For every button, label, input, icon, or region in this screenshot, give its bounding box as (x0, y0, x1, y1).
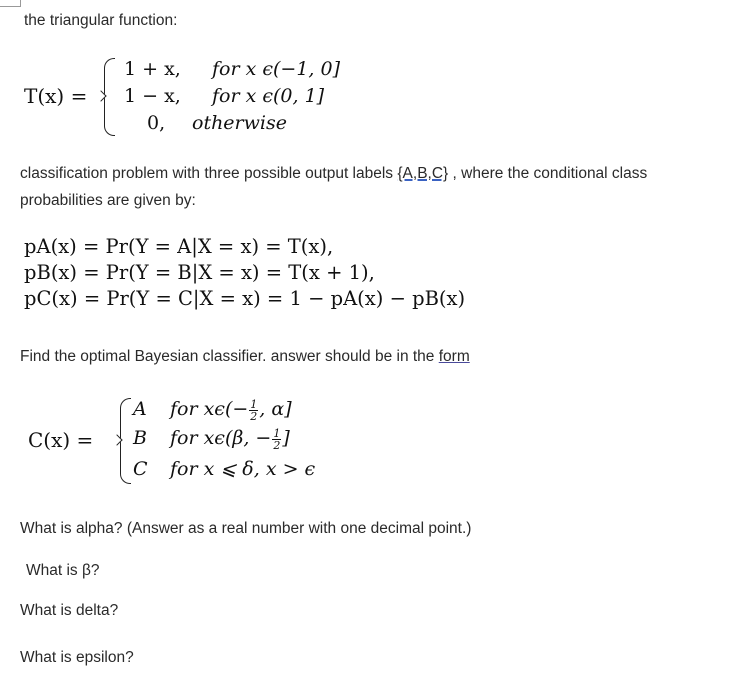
triangular-case-3-cond: otherwise (192, 112, 287, 134)
labels-set: {A,B,C} (397, 165, 449, 182)
question-epsilon: What is epsilon? (20, 649, 134, 666)
half-fraction-a-den: 2 (250, 409, 258, 423)
problem-line-1-end: , where the conditional class (448, 165, 648, 182)
task-text (20, 348, 470, 366)
half-fraction-a-num: 1 (250, 397, 258, 411)
prob-c-equation: pC(x) = Pr(Y = C|X = x) = 1 − pA(x) − pB(x) (24, 287, 466, 310)
triangular-case-2-expr: 1 − x, (124, 85, 181, 107)
classifier-case-b-cond (170, 427, 290, 451)
question-alpha: What is alpha? (Answer as a real number with one decimal point.) (20, 520, 472, 537)
triangular-lhs: T(x) = (24, 84, 88, 108)
classifier-lhs: C(x) = (28, 428, 94, 452)
classifier-case-b-label: B (133, 427, 147, 449)
classifier-case-b-prefix: for xϵ(β, − (170, 427, 272, 449)
classifier-case-b-suffix: ] (282, 427, 290, 449)
classifier-case-a-suffix: , α] (259, 398, 292, 420)
prob-b-equation: pB(x) = Pr(Y = B|X = x) = T(x + 1), (24, 261, 375, 284)
classifier-case-a-label: A (133, 398, 147, 420)
question-beta: What is β? (26, 562, 100, 579)
problem-line-2: probabilities are given by: (20, 192, 196, 209)
page-corner-mark (0, 0, 21, 7)
classifier-case-c-cond: for x ⩽ δ, x > ϵ (170, 458, 316, 480)
prob-a-equation: pA(x) = Pr(Y = A|X = x) = T(x), (24, 235, 334, 258)
half-fraction-b-den: 2 (273, 438, 281, 452)
question-delta: What is delta? (20, 602, 119, 619)
triangular-case-3-expr: 0, (147, 112, 166, 134)
problem-line-1 (20, 165, 647, 183)
half-fraction-b-num: 1 (273, 426, 281, 440)
form-link[interactable]: form (438, 348, 470, 365)
intro-text: the triangular function: (24, 12, 178, 29)
task-text-main: Find the optimal Bayesian classifier. answer should be in the (20, 348, 439, 365)
triangular-case-1-cond: for x ϵ(−1, 0] (212, 58, 340, 80)
triangular-case-1-expr: 1 + x, (124, 58, 181, 80)
problem-line-1-start: classification problem with three possible output labels (20, 165, 398, 182)
half-fraction-b (272, 428, 281, 451)
classifier-case-a-prefix: for xϵ(− (170, 398, 249, 420)
classifier-case-a-cond (170, 398, 292, 422)
classifier-case-c-label: C (133, 458, 148, 480)
half-fraction-a (249, 399, 258, 422)
triangular-case-2-cond: for x ϵ(0, 1] (212, 85, 325, 107)
